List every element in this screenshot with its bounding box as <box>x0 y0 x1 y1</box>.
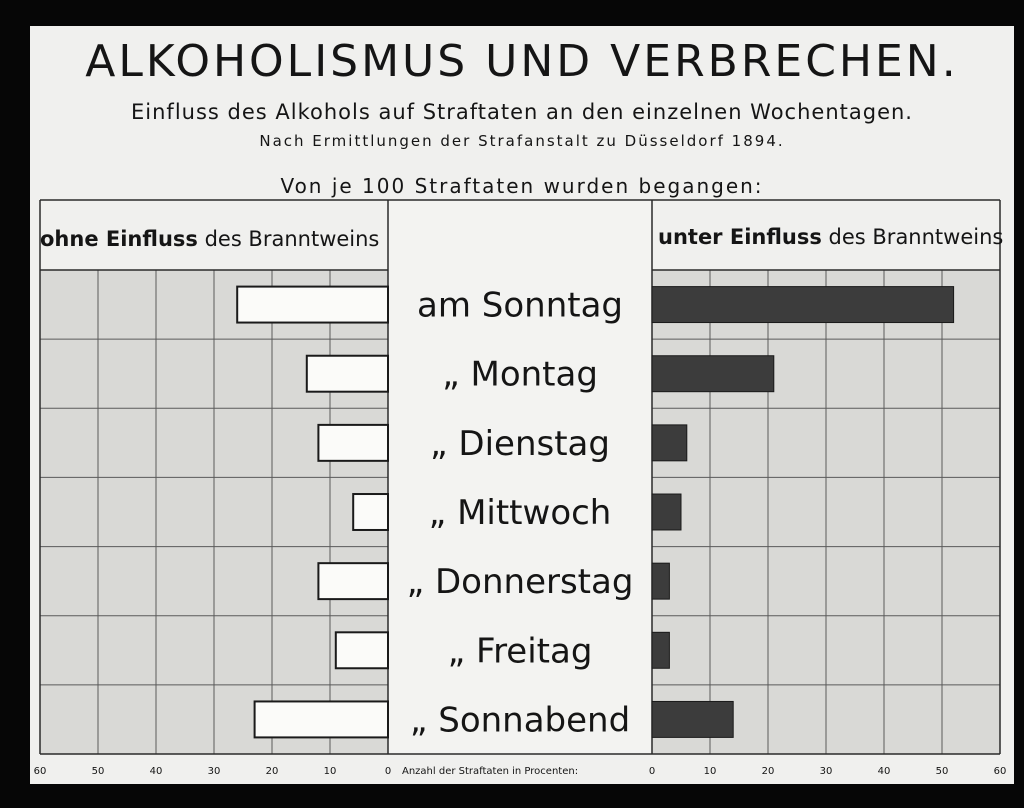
bar-unter-einfluss <box>652 425 687 461</box>
right-tick-label: 20 <box>761 766 775 777</box>
day-label: „ Mittwoch <box>428 493 612 533</box>
bar-ohne-einfluss <box>255 701 388 737</box>
left-tick-label: 0 <box>384 766 392 777</box>
x-axis-label: Anzahl der Straftaten in Procenten: <box>402 766 579 777</box>
bar-ohne-einfluss <box>353 494 388 530</box>
left-tick-label: 20 <box>265 766 279 777</box>
bar-ohne-einfluss <box>318 563 388 599</box>
left-tick-label: 50 <box>91 766 105 777</box>
bar-ohne-einfluss <box>237 287 388 323</box>
left-column-header: ohne Einfluss des Branntweins <box>40 227 380 251</box>
bar-unter-einfluss <box>652 287 954 323</box>
bar-unter-einfluss <box>652 563 669 599</box>
right-tick-label: 40 <box>877 766 891 777</box>
bar-unter-einfluss <box>652 701 733 737</box>
chart-subtitle: Einfluss des Alkohols auf Straftaten an den einzelnen Wochentagen. <box>131 100 913 124</box>
bar-chart <box>30 26 1014 784</box>
left-tick-label: 30 <box>207 766 221 777</box>
right-tick-label: 60 <box>993 766 1007 777</box>
day-label: „ Donnerstag <box>406 562 634 603</box>
right-tick-label: 30 <box>819 766 833 777</box>
bar-unter-einfluss <box>652 356 774 392</box>
bar-unter-einfluss <box>652 494 681 530</box>
day-label: „ Montag <box>442 354 598 395</box>
left-tick-label: 60 <box>33 766 47 777</box>
bar-unter-einfluss <box>652 632 669 668</box>
chart-title: ALKOHOLISMUS UND VERBRECHEN. <box>85 36 959 87</box>
bar-ohne-einfluss <box>336 632 388 668</box>
right-tick-label: 10 <box>703 766 717 777</box>
day-label: „ Dienstag <box>430 423 610 464</box>
right-tick-label: 0 <box>648 766 656 777</box>
slide <box>30 26 1014 784</box>
bar-ohne-einfluss <box>318 425 388 461</box>
left-tick-label: 40 <box>149 766 163 777</box>
right-column-header: unter Einfluss des Branntweins <box>658 225 1004 249</box>
day-label: „ Sonnabend <box>409 700 631 741</box>
bar-ohne-einfluss <box>307 356 388 392</box>
day-label: „ Freitag <box>447 631 593 672</box>
left-tick-label: 10 <box>323 766 337 777</box>
day-label: am Sonntag <box>417 285 623 326</box>
source-note: Nach Ermittlungen der Strafanstalt zu Düsseldorf 1894. <box>259 132 785 150</box>
right-tick-label: 50 <box>935 766 949 777</box>
intro-text: Von je 100 Straftaten wurden begangen: <box>280 174 764 198</box>
